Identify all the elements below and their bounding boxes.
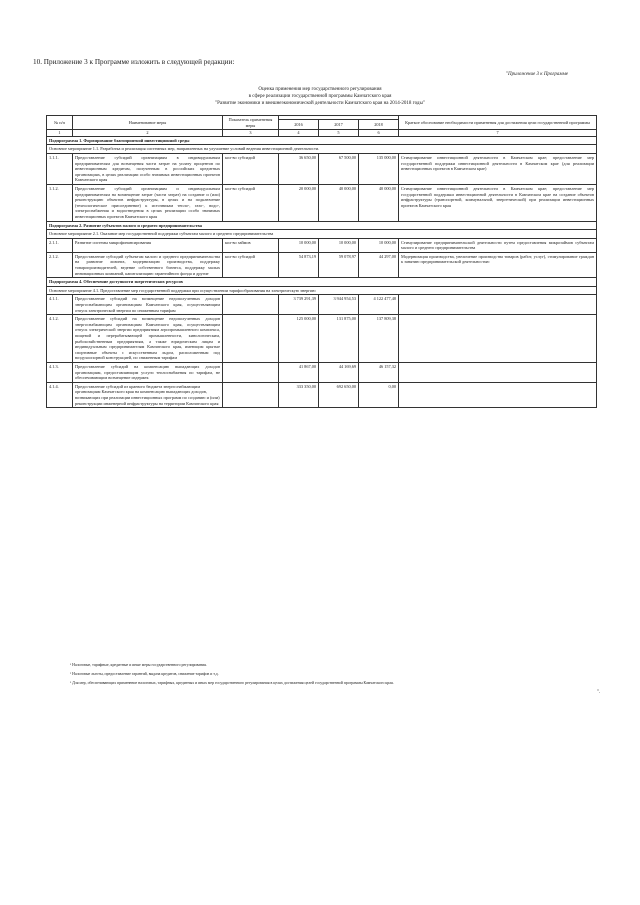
- header-year-2017: 2017: [319, 119, 359, 130]
- value-2017: 692 650,00: [319, 382, 359, 407]
- subprogram-title: Подпрограмма 1. Формирование благоприятной инвестиционной среды: [47, 136, 597, 145]
- title-line-2: в сфере реализации государственной программы Камчатского края: [248, 94, 392, 99]
- value-2018: 0,00: [359, 382, 399, 407]
- activity-title: Основное мероприятие 4.1. Предоставление мер государственной поддержки при осуществлении тарифообразования на электрическую энергию: [47, 286, 597, 295]
- row-num: 4.1.2.: [47, 315, 73, 363]
- measure-indicator: кол-во займов: [223, 238, 279, 252]
- measure-name: Предоставление субсидий субъектам малого и среднего предпринимательства на развитие лизинга, модернизацию производства, поддержку товаропроизводителей, ведение собственного бизнеса, поддержку малых инновационных компаний, капитализацию гарантийного фонда и другие: [73, 252, 223, 277]
- header-num: № п/п: [47, 116, 73, 130]
- measure-description: [399, 382, 597, 407]
- value-2018: 137 809,38: [359, 315, 399, 363]
- header-year-2016: 2016: [279, 119, 319, 130]
- value-2018: 40 000,00: [359, 184, 399, 221]
- measure-indicator: [223, 382, 279, 407]
- page-heading: 10. Приложение 3 к Программе изложить в следующей редакции:: [33, 58, 235, 66]
- value-2017: 67 500,00: [319, 153, 359, 184]
- subprogram-title: Подпрограмма 2. Развитие субъектов малого и среднего предпринимательства: [47, 221, 597, 230]
- table-row: [47, 362, 597, 382]
- table-row: [47, 153, 597, 184]
- column-index: 1: [47, 130, 73, 137]
- value-2017: 10 000,00: [319, 238, 359, 252]
- footnote-1: ¹ Налоговые, тарифные, кредитные и иные меры государственного регулирования.: [70, 663, 207, 667]
- activity-title: Основное мероприятие 2.1. Оказание мер государственной поддержки субъектам малого и среднего предпринимательства: [47, 230, 597, 239]
- column-index: 6: [359, 130, 399, 137]
- column-index: 2: [73, 130, 223, 137]
- row-num: 2.1.1.: [47, 238, 73, 252]
- row-num: 4.1.4.: [47, 382, 73, 407]
- title-line-1: Оценка применения мер государственного регулирования: [258, 87, 382, 92]
- measure-name: Предоставление субсидий организациям и индивидуальным предпринимателям на возмещение затрат (части затрат) на создание и (или) реконструкцию объектов инфраструктуры, в целях и на подключение (технологическое присоединение) к источникам тепло-, газо-, водо-, электроснабжения и водоотведения в целях реализации особо значимых инвестиционных проектов Камчатского края: [73, 184, 223, 221]
- column-index: 5: [319, 130, 359, 137]
- column-index: 7: [399, 130, 597, 137]
- measure-name: Предоставление субсидий из краевого бюджета энергоснабжающим организациям Камчатского края на компенсацию выпадающих доходов, возникающих при реализации инвестиционных программ по созданию и (или) реконструкции инженерной инфраструктуры на территории Камчатского края: [73, 382, 223, 407]
- measure-indicator: [223, 362, 279, 382]
- footnotes: [70, 661, 600, 688]
- measure-description: [399, 295, 597, 315]
- appendix-note: "Приложение 3 к Программе: [505, 72, 568, 77]
- row-num: 4.1.1.: [47, 295, 73, 315]
- row-num: 1.1.2.: [47, 184, 73, 221]
- value-2017: 3 944 954,53: [319, 295, 359, 315]
- value-2018: 135 000,00: [359, 153, 399, 184]
- measure-description: Стимулирование инвестиционной деятельности в Камчатском крае; предоставление мер государственной поддержки инвестиционной деятельности в Камчатском крае (для реализации инвестиционных проектов в Камчатском крае): [399, 153, 597, 184]
- measure-name: Предоставление субсидий на возмещение недополученных доходов энергоснабжающим организациям Камчатского края, осуществляющим отпуск электрической энергии по сниженным тарифам: [73, 295, 223, 315]
- column-index: 4: [279, 130, 319, 137]
- measure-description: Модернизация производства, увеличение производства товаров (работ, услуг), стимулирование граждан к занятию предпринимательской деятельностью: [399, 252, 597, 277]
- value-2018: 10 000,00: [359, 238, 399, 252]
- measure-indicator: [223, 315, 279, 363]
- value-2016: 54 873,19: [279, 252, 319, 277]
- header-year-2018: 2018: [359, 119, 399, 130]
- value-2016: 36 650,00: [279, 153, 319, 184]
- value-2017: 59 078,97: [319, 252, 359, 277]
- measure-name: Предоставление субсидий на компенсацию выпадающих доходов организациям, предоставляющим услуги теплоснабжения по тарифам, не обеспечивающим возмещение издержек: [73, 362, 223, 382]
- row-num: 1.1.1.: [47, 153, 73, 184]
- regulation-measures-table: [46, 115, 597, 408]
- table-row: [47, 252, 597, 277]
- value-2018: 44 297,00: [359, 252, 399, 277]
- value-2017: 44 169,69: [319, 362, 359, 382]
- footnote-3: ³ Для мер, обеспечивающих применение налоговых, тарифных, кредитных и иных мер государственного регулирования в целях достижения целей государственной программы Камчатского края.: [70, 681, 394, 685]
- column-index: 3: [223, 130, 279, 137]
- header-name: Наименование меры: [73, 116, 223, 130]
- subprogram-title: Подпрограмма 4. Обеспечение доступности энергетических ресурсов: [47, 278, 597, 287]
- value-2017: 131 875,00: [319, 315, 359, 363]
- table-row: [47, 315, 597, 363]
- row-num: 2.1.2.: [47, 252, 73, 277]
- measure-name: Предоставление субсидий на возмещение недополученных доходов энергоснабжающим организациям Камчатского края, осуществляющим отпуск электрической энергии предприятиям агропромышленного комплекса, пищевой и перерабатывающей промышленности, кинологическим, рыбохозяйственным предприятиям, а также юридическим лицам и индивидуальным предпринимателям Камчатского края, имеющим крытые спортивные объекты с искусственным льдом, расположенным под воздухоопорной конструкцией, по сниженным тарифам: [73, 315, 223, 363]
- table-row: [47, 295, 597, 315]
- measure-indicator: кол-во субсидий: [223, 184, 279, 221]
- measure-name: Развитие системы микрофинансирования: [73, 238, 223, 252]
- header-indicator: Показатель применения меры: [223, 116, 279, 130]
- measure-indicator: [223, 295, 279, 315]
- measure-description: Стимулирование предпринимательской деятельности путем предоставления микрозаймов субъектам малого и среднего предпринимательства: [399, 238, 597, 252]
- table-row: [47, 238, 597, 252]
- value-2018: 46 157,32: [359, 362, 399, 382]
- measure-description: [399, 362, 597, 382]
- row-num: 4.1.3.: [47, 362, 73, 382]
- measure-indicator: кол-во субсидий: [223, 153, 279, 184]
- value-2016: 333 350,00: [279, 382, 319, 407]
- measure-indicator: кол-во субсидий: [223, 252, 279, 277]
- table-row: [47, 184, 597, 221]
- value-2018: 4 122 477,48: [359, 295, 399, 315]
- value-2016: 20 000,00: [279, 184, 319, 221]
- title-line-3: "Развитие экономики и внешнеэкономической деятельности Камчатского края на 2014-2018 годы": [215, 101, 425, 106]
- table-row: [47, 382, 597, 407]
- footnote-2: ² Налоговые льготы, предоставление гарантий, выдача кредитов, снижение тарифов и т.д.: [70, 672, 219, 676]
- activity-title: Основное мероприятие 1.1. Разработка и реализация системных мер, направленных на улучшение условий ведения инвестиционной деятельности.: [47, 145, 597, 154]
- value-2016: 3 739 291,39: [279, 295, 319, 315]
- value-2016: 41 867,00: [279, 362, 319, 382]
- closing-quote-mark: ".: [596, 690, 600, 695]
- value-2017: 40 000,00: [319, 184, 359, 221]
- document-title: [150, 86, 490, 107]
- measure-description: [399, 315, 597, 363]
- value-2016: 10 000,00: [279, 238, 319, 252]
- value-2016: 125 000,00: [279, 315, 319, 363]
- header-description: Краткое обоснование необходимости применения для достижения цели государственной программы: [399, 116, 597, 130]
- measure-description: Стимулирование инвестиционной деятельности в Камчатском крае; предоставление мер государственной поддержки инвестиционной деятельности в Камчатском крае на создание объектов инфраструктуры (транспортной, коммунальной, энергетической) при реализации инвестиционных проектов Камчатского края: [399, 184, 597, 221]
- measure-name: Предоставление субсидий организациям в индивидуальным предпринимателям для возмещения части затрат на уплату процентов по инвестиционным кредитам, полученным в российских кредитных организациях, в целях реализации особо значимых инвестиционных проектов Камчатского края: [73, 153, 223, 184]
